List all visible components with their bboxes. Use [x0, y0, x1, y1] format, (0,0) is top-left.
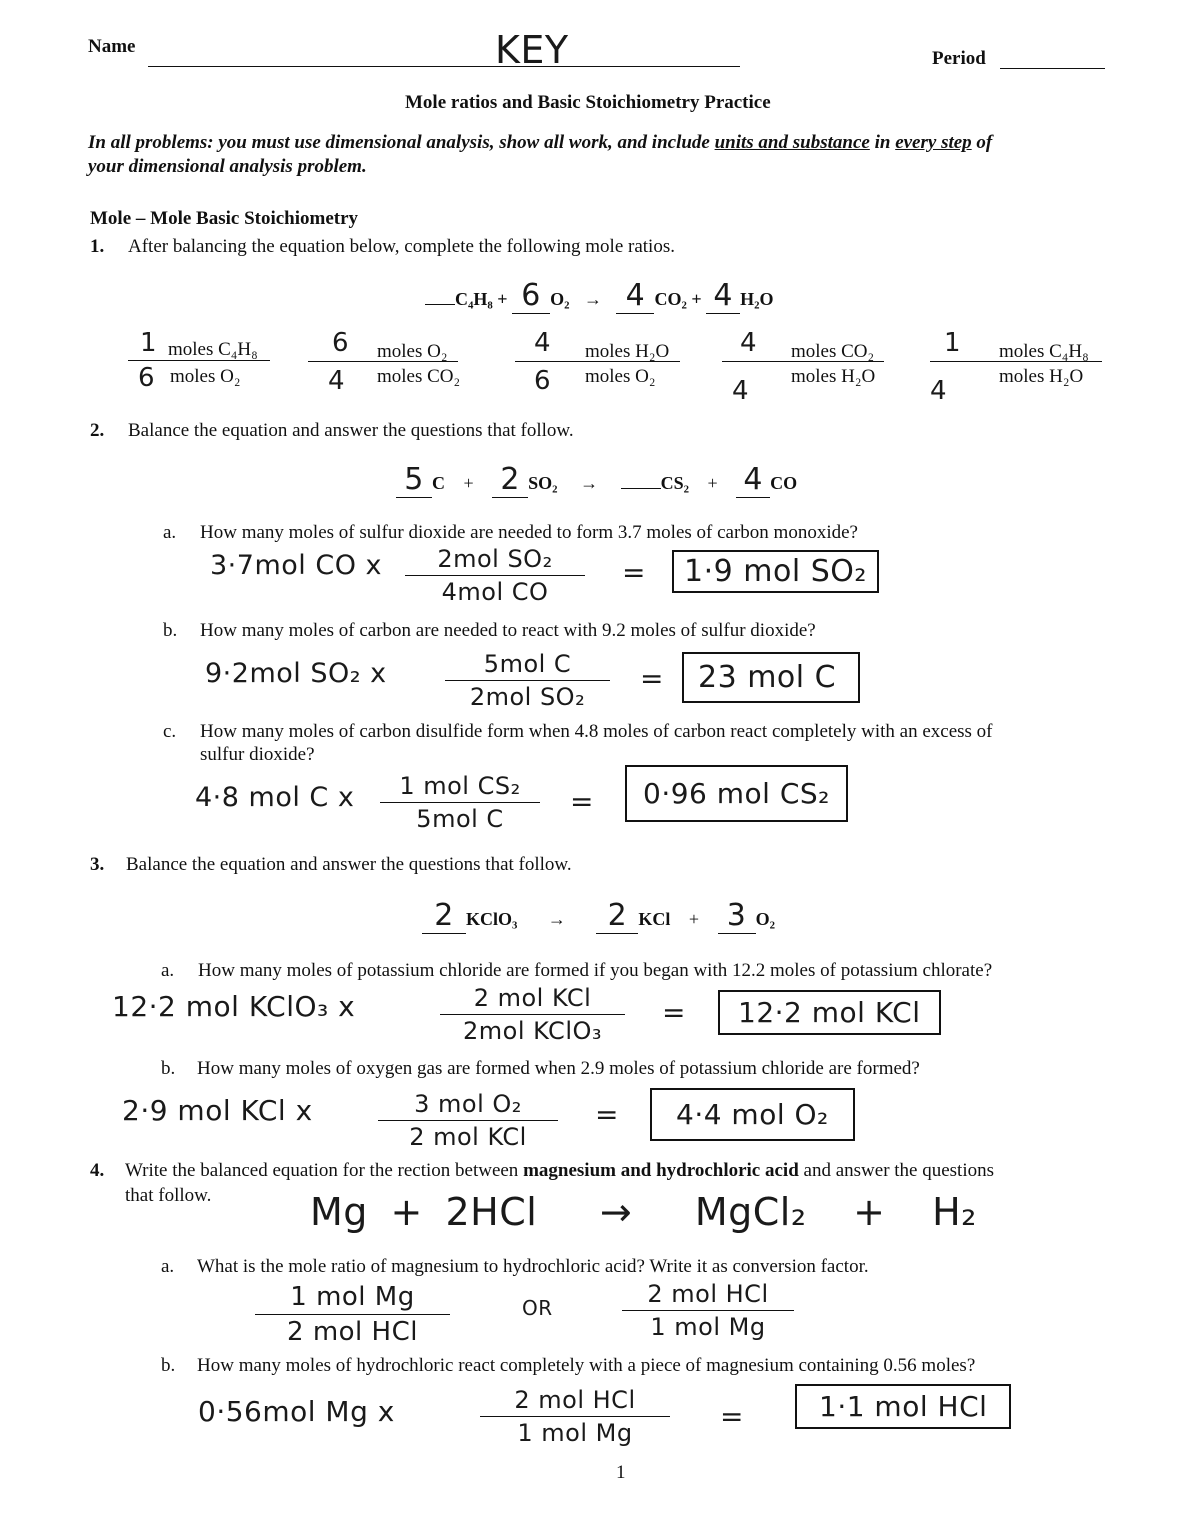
q2c-equals: =: [570, 785, 594, 818]
q4-number: 4.: [90, 1160, 105, 1181]
instructions: In all problems: you must use dimensional analysis, show all work, and include units and substance in every step of: [88, 132, 993, 153]
q3a-equals: =: [662, 996, 686, 1029]
q3a-question: How many moles of potassium chloride are formed if you began with 12.2 moles of potassium chlorate?: [198, 960, 993, 981]
q4a-or: OR: [522, 1296, 553, 1320]
q4b-fraction: 2 mol HCl 1 mol Mg: [480, 1386, 670, 1447]
name-line: [148, 66, 740, 67]
q4b-label: b.: [161, 1355, 176, 1376]
q4-prompt: Write the balanced equation for the rection between magnesium and hydrochloric acid and answer the questions: [125, 1160, 995, 1181]
q2b-label: b.: [163, 620, 178, 641]
q4b-start: 0·56mol Mg x: [198, 1395, 395, 1428]
q3a-label: a.: [161, 960, 175, 981]
q2a-start: 3·7mol CO x: [210, 550, 383, 581]
q2c-question-line2: sulfur dioxide?: [200, 744, 315, 765]
q2-equation: 5 C + 2 SO₂ → CS₂ + 4 CO: [396, 462, 797, 498]
period-line: [1000, 68, 1105, 69]
q3b-answer: 4·4 mol O₂: [650, 1088, 855, 1141]
section-title: Mole – Mole Basic Stoichiometry: [90, 208, 359, 229]
q1-number: 1.: [90, 236, 105, 257]
q1-prompt: After balancing the equation below, complete the following mole ratios.: [128, 236, 675, 257]
q4a-fraction-1: 1 mol Mg 2 mol HCl: [255, 1282, 450, 1347]
q3-number: 3.: [90, 854, 105, 875]
q2a-answer: 1·9 mol SO₂: [672, 550, 879, 593]
q2b-equals: =: [640, 662, 664, 695]
q3b-fraction: 3 mol O₂ 2 mol KCl: [378, 1090, 558, 1151]
period-label: Period: [932, 48, 986, 69]
name-value: KEY: [495, 28, 569, 72]
page-title: Mole ratios and Basic Stoichiometry Practice: [405, 92, 771, 113]
q4b-equals: =: [720, 1400, 744, 1433]
q2b-answer: 23 mol C: [682, 652, 860, 703]
q3b-label: b.: [161, 1058, 176, 1079]
q2a-question: How many moles of sulfur dioxide are needed to form 3.7 moles of carbon monoxide?: [200, 522, 858, 543]
q2c-fraction: 1 mol CS₂ 5mol C: [380, 772, 540, 833]
q2-prompt: Balance the equation and answer the questions that follow.: [128, 420, 574, 441]
q1-equation: C₄H₈ + 6 O₂ → 4 CO₂ + 4 H₂O: [425, 278, 774, 314]
q2c-answer: 0·96 mol CS₂: [625, 765, 848, 822]
q3b-start: 2·9 mol KCl x: [122, 1094, 313, 1127]
q4b-question: How many moles of hydrochloric react completely with a piece of magnesium containing 0.56 moles?: [197, 1355, 976, 1376]
q4a-question: What is the mole ratio of magnesium to hydrochloric acid? Write it as conversion factor.: [197, 1256, 869, 1277]
q3-prompt: Balance the equation and answer the questions that follow.: [126, 854, 572, 875]
q4b-answer: 1·1 mol HCl: [795, 1384, 1011, 1429]
q3a-fraction: 2 mol KCl 2mol KClO₃: [440, 984, 625, 1045]
q3a-answer: 12·2 mol KCl: [718, 990, 941, 1035]
page-number: 1: [616, 1462, 626, 1483]
instructions-line2: your dimensional analysis problem.: [88, 156, 367, 177]
q2a-equals: =: [622, 556, 646, 589]
name-label: Name: [88, 36, 136, 57]
q2b-question: How many moles of carbon are needed to react with 9.2 moles of sulfur dioxide?: [200, 620, 816, 641]
q2c-question: How many moles of carbon disulfide form when 4.8 moles of carbon react completely with an excess of: [200, 721, 993, 742]
q4a-fraction-2: 2 mol HCl 1 mol Mg: [622, 1280, 794, 1341]
q2b-fraction: 5mol C 2mol SO₂: [445, 650, 610, 711]
q2c-label: c.: [163, 721, 177, 742]
q4-equation: Mg + 2HCl → MgCl₂ + H₂: [310, 1190, 977, 1234]
q2a-fraction: 2mol SO₂ 4mol CO: [405, 545, 585, 606]
q3a-start: 12·2 mol KClO₃ x: [112, 990, 356, 1023]
q4a-label: a.: [161, 1256, 175, 1277]
q4-prompt-line2: that follow.: [125, 1185, 212, 1206]
q3b-equals: =: [595, 1098, 619, 1131]
q2a-label: a.: [163, 522, 177, 543]
q2c-start: 4·8 mol C x: [195, 782, 355, 813]
q3-equation: 2 KClO₃ → 2 KCl + 3 O₂: [422, 898, 775, 934]
q3b-question: How many moles of oxygen gas are formed when 2.9 moles of potassium chloride are formed?: [197, 1058, 920, 1079]
q2-number: 2.: [90, 420, 105, 441]
q2b-start: 9·2mol SO₂ x: [205, 658, 387, 689]
